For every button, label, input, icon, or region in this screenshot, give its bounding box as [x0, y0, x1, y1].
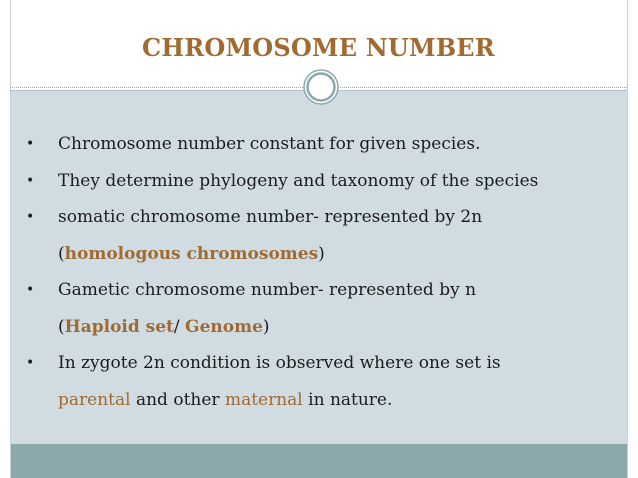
- bullet-text: Gametic chromosome number- represented by n: [58, 280, 477, 300]
- highlighted-term: Haploid set: [64, 316, 174, 337]
- highlighted-term: Genome: [185, 316, 263, 337]
- double-ring-ornament-icon: [303, 69, 339, 105]
- list-item-continuation: [26, 382, 616, 419]
- continuation-text: [58, 236, 325, 273]
- paren-open: (: [58, 316, 65, 337]
- list-item-continuation: [26, 309, 616, 346]
- bullet-text: They determine phylogeny and taxonomy of the species: [58, 170, 539, 191]
- paren-open: (: [58, 243, 65, 264]
- separator-text: /: [173, 316, 186, 337]
- list-item: [26, 126, 616, 163]
- bullet-list: [26, 126, 616, 418]
- highlighted-term: homologous chromosomes: [64, 243, 319, 264]
- bullet-marker: •: [26, 209, 35, 225]
- bullet-marker: •: [26, 136, 35, 152]
- paren-close: ): [318, 243, 325, 264]
- paren-close: ): [262, 316, 270, 337]
- bullet-text: In zygote 2n condition is observed where one set is: [58, 353, 501, 373]
- plain-text: in nature.: [302, 389, 393, 410]
- bullet-marker: •: [26, 172, 35, 189]
- left-border-rule: [10, 0, 11, 478]
- slide-title: CHROMOSOME NUMBER: [142, 33, 495, 62]
- list-item: [26, 199, 616, 236]
- footer-band: [10, 444, 627, 478]
- highlighted-term: maternal: [224, 389, 303, 410]
- list-item: [26, 345, 616, 382]
- right-border-rule: [627, 0, 628, 478]
- bullet-marker: •: [26, 355, 35, 371]
- bullet-marker: •: [26, 282, 35, 298]
- continuation-text: [58, 309, 270, 346]
- bullet-text: Chromosome number constant for given species.: [58, 134, 481, 154]
- continuation-text: [58, 382, 392, 419]
- list-item-continuation: [26, 236, 616, 273]
- highlighted-term: parental: [58, 389, 131, 410]
- list-item: [26, 272, 616, 309]
- bullet-text: somatic chromosome number- represented by 2n: [58, 207, 483, 227]
- plain-text: and other: [130, 389, 225, 410]
- list-item: [26, 163, 616, 200]
